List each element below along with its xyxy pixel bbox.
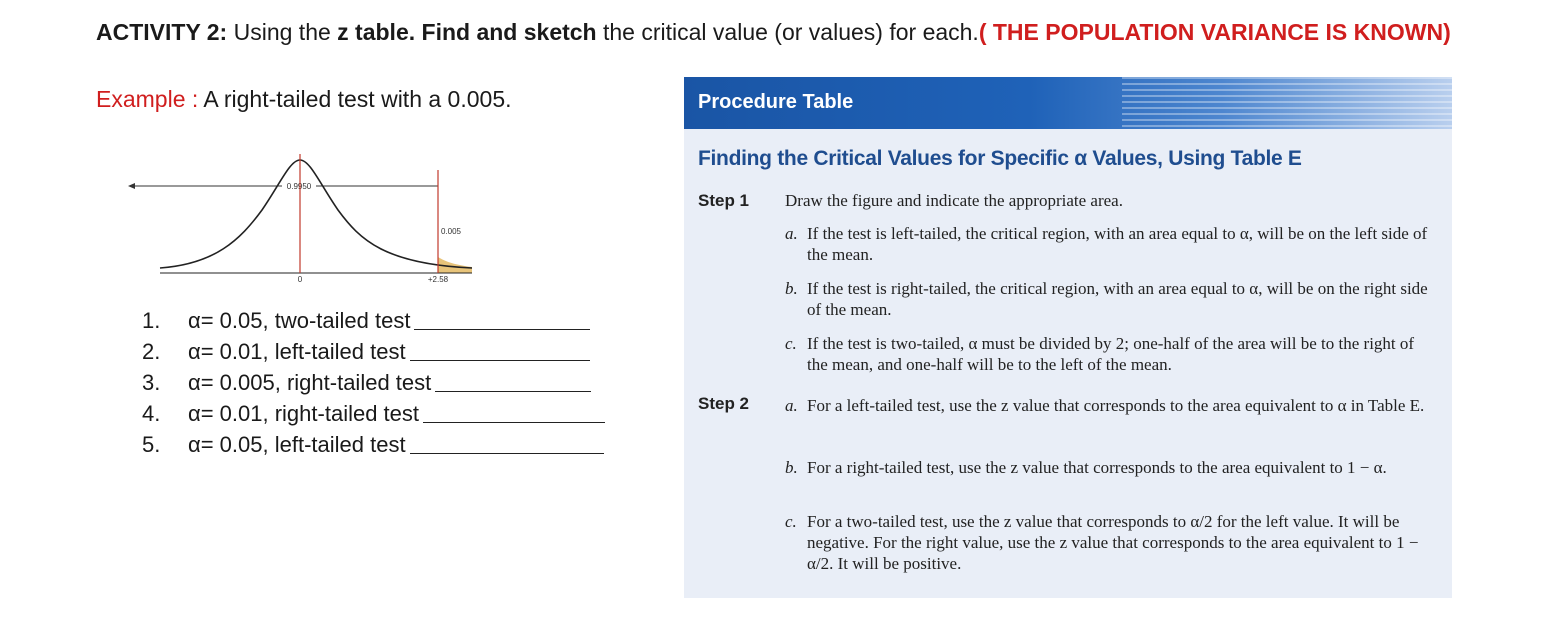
area-left-label: 0.9950	[286, 182, 312, 191]
example-text: A right-tailed test with a 0.005.	[198, 86, 512, 112]
example-line	[96, 86, 512, 113]
step-1-item	[785, 223, 1435, 265]
problem-number: 2.	[142, 339, 161, 364]
answer-blank[interactable]	[414, 329, 590, 330]
item-text: If the test is left-tailed, the critical region, with an area equal to α, will be on the left side of the mean.	[807, 224, 1428, 264]
item-text: For a right-tailed test, use the z value that corresponds to the area equivalent to 1 − α.	[807, 458, 1387, 477]
item-letter: b.	[785, 458, 798, 477]
bell-curve	[160, 160, 472, 268]
step-2-item	[785, 511, 1435, 574]
problem-number: 4.	[142, 401, 161, 426]
item-text: If the test is right-tailed, the critical region, with an area equal to α, will be on the right side of the mean.	[807, 279, 1428, 319]
problem-number: 3.	[142, 370, 161, 395]
area-arrow-head	[128, 183, 135, 189]
problem-text: α= 0.05, left-tailed test	[188, 432, 406, 457]
procedure-table	[684, 77, 1452, 598]
example-label: Example :	[96, 86, 199, 112]
problem-item	[142, 336, 605, 367]
heading-red-note: ( THE POPULATION VARIANCE IS KNOWN)	[978, 19, 1451, 45]
mean-zero-label: 0	[297, 275, 303, 284]
problem-number: 5.	[142, 432, 161, 457]
activity-label: ACTIVITY 2:	[96, 19, 228, 45]
procedure-header	[684, 77, 1452, 129]
problem-list	[142, 305, 605, 460]
area-right-label: 0.005	[440, 227, 462, 236]
procedure-title: Procedure Table	[698, 91, 854, 113]
step-1-intro: Draw the figure and indicate the appropriate area.	[785, 191, 1123, 210]
answer-blank[interactable]	[435, 391, 591, 392]
problem-item	[142, 429, 605, 460]
item-text: For a left-tailed test, use the z value that corresponds to the area equivalent to α in Table E.	[807, 396, 1425, 415]
normal-curve-figure	[120, 140, 480, 290]
critical-z-label: +2.58	[427, 275, 449, 284]
procedure-subtitle: Finding the Critical Values for Specific α Values, Using Table E	[698, 147, 1302, 170]
step-1-label: Step 1	[698, 191, 750, 210]
item-text: For a two-tailed test, use the z value that corresponds to α/2 for the left value. It will be negative. For the right value, use the z value that corresponds to the area equivalent to 1 − α/2. It will be positive.	[807, 512, 1419, 573]
step-2-item	[785, 457, 1435, 478]
step-1-item	[785, 333, 1435, 375]
step-2-label: Step 2	[698, 394, 750, 413]
heading-text-1: Using the	[227, 19, 338, 45]
item-letter: c.	[785, 512, 797, 531]
problem-text: α= 0.005, right-tailed test	[188, 370, 432, 395]
problem-text: α= 0.01, right-tailed test	[188, 401, 420, 426]
header-stripes	[1122, 77, 1452, 129]
item-letter: b.	[785, 279, 798, 298]
problem-item	[142, 367, 605, 398]
activity-heading	[96, 18, 1476, 47]
answer-blank[interactable]	[410, 360, 590, 361]
item-letter: c.	[785, 334, 797, 353]
step-1-item	[785, 278, 1435, 320]
heading-bold-text: z table. Find and sketch	[337, 19, 597, 45]
heading-text-2: the critical value (or values) for each.	[596, 19, 979, 45]
item-letter: a.	[785, 396, 798, 415]
answer-blank[interactable]	[410, 453, 604, 454]
problem-item	[142, 398, 605, 429]
normal-curve-svg	[120, 140, 480, 290]
item-letter: a.	[785, 224, 798, 243]
problem-number: 1.	[142, 308, 161, 333]
problem-item	[142, 305, 605, 336]
problem-text: α= 0.01, left-tailed test	[188, 339, 406, 364]
problem-text: α= 0.05, two-tailed test	[188, 308, 411, 333]
step-2-item	[785, 395, 1435, 416]
answer-blank[interactable]	[423, 422, 605, 423]
item-text: If the test is two-tailed, α must be divided by 2; one-half of the area will be to the right of the mean, and one-half will be to the left of the mean.	[807, 334, 1415, 374]
